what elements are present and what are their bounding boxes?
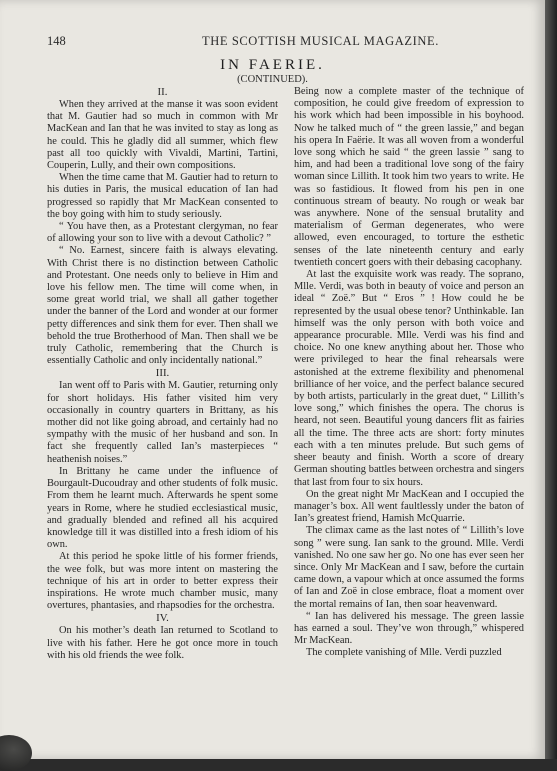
- running-head: THE SCOTTISH MUSICAL MAGAZINE.: [202, 34, 439, 48]
- section-heading: IV.: [156, 612, 169, 625]
- paragraph: On the great night Mr MacKean and I occupied the manager’s box. All went faultlessly under the baton of Ian’s greatest friend, Hamish McQuarrie.: [294, 488, 524, 525]
- right-column: [294, 86, 524, 660]
- paragraph: “ Ian has delivered his message. The green lassie has earned a soul. They’ve won through,” whispered Mr MacKean.: [294, 610, 524, 647]
- section-heading: III.: [155, 367, 170, 380]
- article-subtitle: (CONTINUED).: [237, 74, 308, 85]
- page-edge-shadow: [545, 0, 557, 759]
- paragraph: On his mother’s death Ian returned to Scotland to live with his father. Here he got once more in touch with his old friends the wee folk.: [47, 625, 278, 661]
- page-number: 148: [47, 34, 66, 48]
- paragraph: At this period he spoke little of his former friends, the wee folk, but was more intent on mastering the technique of his art in order to better express their inspirations. He wrote much chamber music, many overtures, phantasies, and rhapsodies for the orchestra.: [47, 551, 278, 612]
- article-title: IN FAERIE.: [220, 57, 325, 73]
- section-heading: II.: [157, 86, 168, 98]
- paragraph: Being now a complete master of the technique of composition, he could give freedom of expression to his work which had been impossible in his boyhood. Now he talked much of “ the green lassie,” and began his opera In Faërie. It was all woven from a wonderful love song which he said “ the green lassie ” sang to him, and had been a traditional love song of the fairy woman since Lillith. It took him two years to write. He was so fastidious. It flowed from his pen in one continuous stream of beauty. No rough or weak bar was anywhere. None of the sensual brutality and materialism of German degenerates, who were allowed, even encouraged, to torture the esthetic senses of the late nineteenth century and early twentieth concert goers with their debasing cacophany.: [294, 86, 524, 268]
- paragraph: In Brittany he came under the influence of Bourgault-Ducoudray and other students of folk music. From them he learnt much. Afterwards he spent some years in Rome, where he studied ecclesiastical music, and gradually blended and refined all his acquired knowledge till it was distilled into a fresh idiom of his own.: [47, 465, 278, 551]
- left-column: [47, 86, 278, 662]
- paragraph: When the time came that M. Gautier had to return to his duties in Paris, the musical education of Ian had progressed so rapidly that Mr MacKean consented to the boy going with him to study seriously.: [47, 172, 278, 220]
- paragraph: Ian went off to Paris with M. Gautier, returning only for short holidays. His father visited him very occasionally in country quarters in Brittany, as his mother did not like going abroad, and certainly had no sympathy with the music of her husband and son. In fact she frequently called Ian’s masterpieces “ heathenish noises.”: [47, 380, 278, 465]
- paragraph: The climax came as the last notes of “ Lillith’s love song ” were sung. Ian sank to the ground. Mlle. Verdi vanished. No one saw her go. No one has ever seen her since. Only Mr MacKean and I saw, before the curtain came down, a vapour which at once assumed the forms of Ian and Zoë in close embrace, float a moment over the mortal remains of Ian, then soar heavenward.: [294, 525, 524, 610]
- paragraph: “ No. Earnest, sincere faith is always elevating. With Christ there is no distinction between Catholic and Protestant. One needs only to believe in Him and love his fellow men. The time will come when, in some great world trial, we shall all gather together under the banner of the Lord and wonder at our former petty differences and sink them for ever. Then shall we behold the true Brotherhood of Man. Then shall we be truly Catholic, remembering that the Church is essentially Catholic and only incidentally national.”: [47, 245, 278, 367]
- paragraph: The complete vanishing of Mlle. Verdi puzzled: [306, 647, 502, 659]
- paragraph: When they arrived at the manse it was soon evident that M. Gautier had so much in common with Mr MacKean and Ian that he was invited to stay as long as he could. This he gladly did all summer, which flew past all too quickly with Vivaldi, Martini, Tartini, Couperin, Lully, and their own compositions.: [47, 99, 278, 172]
- paragraph: “ You have then, as a Protestant clergyman, no fear of allowing your son to live with a devout Catholic? ”: [47, 221, 278, 245]
- paragraph: At last the exquisite work was ready. The soprano, Mlle. Verdi, was both in beauty of voice and person an ideal “ Zoë.” But “ Eros ” ! How could he be represented by the usual obese tenor? Unthinkable. Ian himself was the only person with both voice and appearance procurable. Mlle. Verdi was his find and choice. No one knew anything about her. Those who were privileged to hear the final rehearsals were astonished at the extreme flexibility and phenomenal brilliance of her voice, and the perfect balance secured by both artists, particularly in the great duet, “ Lillith’s love song,” which finishes the opera. The chorus is heard, not seen. Beautiful young dancers flit as fairies all the time. The three acts are short: forty minutes each with a ten minutes prelude. But such gems of sheer beauty and finish. Worth a score of dreary German shouting battles between orchestra and singers that last from four to six hours.: [294, 269, 524, 488]
